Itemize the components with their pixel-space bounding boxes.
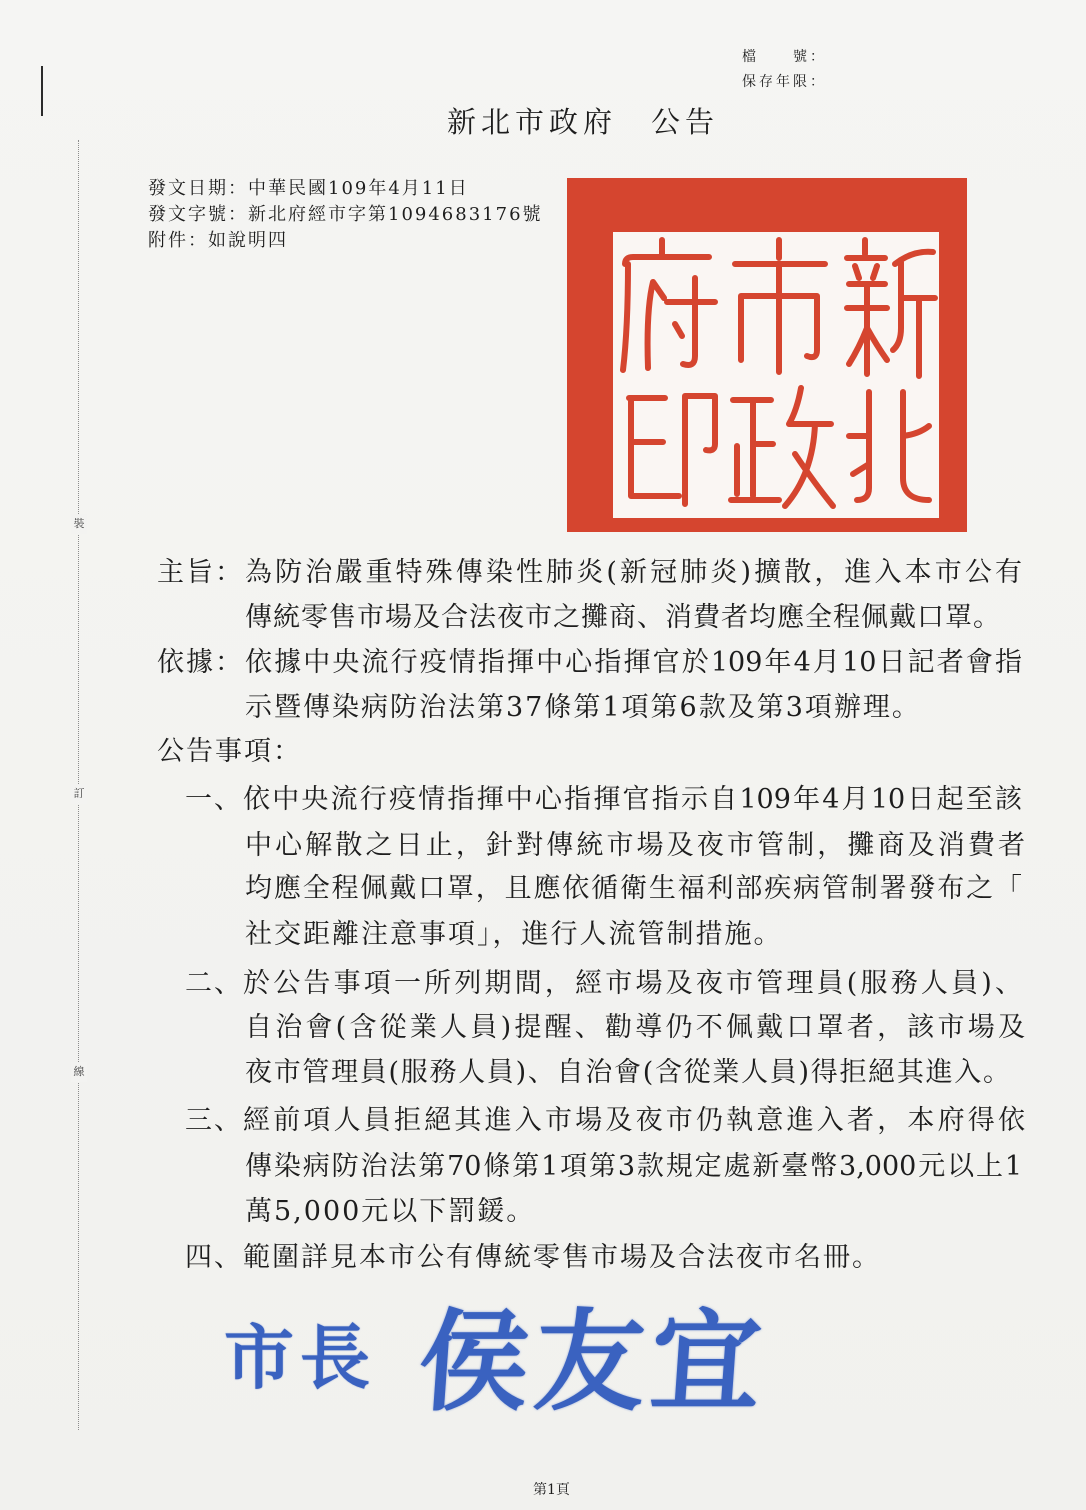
item-number: 二、	[185, 968, 243, 999]
mayor-signature: 侯友宜	[414, 1297, 772, 1426]
binding-mark-ding: 訂	[71, 784, 87, 804]
item-number: 四、	[185, 1242, 243, 1273]
mayor-title-stamp: 市長	[224, 1316, 376, 1399]
item-line: 中心解散之日止，針對傳統市場及夜市管制，攤商及消費者	[245, 830, 1025, 861]
attachment-value: 如說明四	[208, 230, 288, 251]
item-line: 經前項人員拒絕其進入市場及夜市仍執意進入者，本府得依	[243, 1105, 1025, 1136]
page-number: 第1頁	[533, 1482, 570, 1498]
reference-number	[148, 204, 543, 226]
reference-number-value: 新北府經市字第1094683176號	[248, 204, 543, 225]
file-number-label: 檔 號：	[742, 49, 827, 65]
item-line: 夜市管理員(服務人員)、自治會(含從業人員)得拒絕其進入。	[245, 1057, 1010, 1088]
subject-line: 傳統零售市場及合法夜市之攤商、消費者均應全程佩戴口罩。	[245, 602, 1000, 633]
item-line: 自治會(含從業人員)提醒、勸導仍不佩戴口罩者，該市場及	[245, 1012, 1025, 1043]
basis-line: 示暨傳染病防治法第37條第1項第6款及第3項辦理。	[245, 692, 921, 723]
scan-mark	[41, 66, 43, 116]
attachment-label: 附件：	[148, 230, 208, 251]
item-line: 萬5,000元以下罰鍰。	[245, 1196, 536, 1227]
page-title: 新北市政府 公告	[447, 105, 720, 139]
subject-label: 主旨：	[157, 557, 244, 588]
item-number: 三、	[185, 1105, 243, 1136]
basis-line: 依據中央流行疫情指揮中心指揮官於109年4月10日記者會指	[245, 647, 1022, 678]
item-line: 傳染病防治法第70條第1項第3款規定處新臺幣3,000元以上1	[245, 1151, 1022, 1182]
retention-period-label: 保存年限：	[742, 74, 827, 90]
announcement-heading: 公告事項：	[157, 736, 302, 767]
item-line: 範圍詳見本市公有傳統零售市場及合法夜市名冊。	[243, 1242, 881, 1273]
reference-number-label: 發文字號：	[148, 204, 248, 225]
binding-mark-xian: 線	[71, 1062, 87, 1082]
attachment	[148, 230, 288, 252]
subject-line: 為防治嚴重特殊傳染性肺炎(新冠肺炎)擴散，進入本市公有	[245, 557, 1022, 588]
issue-date-label: 發文日期：	[148, 178, 248, 199]
issue-date	[148, 178, 469, 200]
item-line: 於公告事項一所列期間，經市場及夜市管理員(服務人員)、	[243, 968, 1022, 999]
official-seal	[567, 178, 967, 532]
item-line: 均應全程佩戴口罩，且應依循衛生福利部疾病管制署發布之「	[245, 873, 1022, 904]
basis-label: 依據：	[157, 647, 244, 678]
item-number: 一、	[185, 784, 243, 815]
binding-mark-zhuang: 裝	[71, 514, 87, 534]
item-line: 社交距離注意事項」，進行人流管制措施。	[245, 919, 783, 950]
item-line: 依中央流行疫情指揮中心指揮官指示自109年4月10日起至該	[243, 784, 1022, 815]
issue-date-value: 中華民國109年4月11日	[248, 178, 469, 199]
